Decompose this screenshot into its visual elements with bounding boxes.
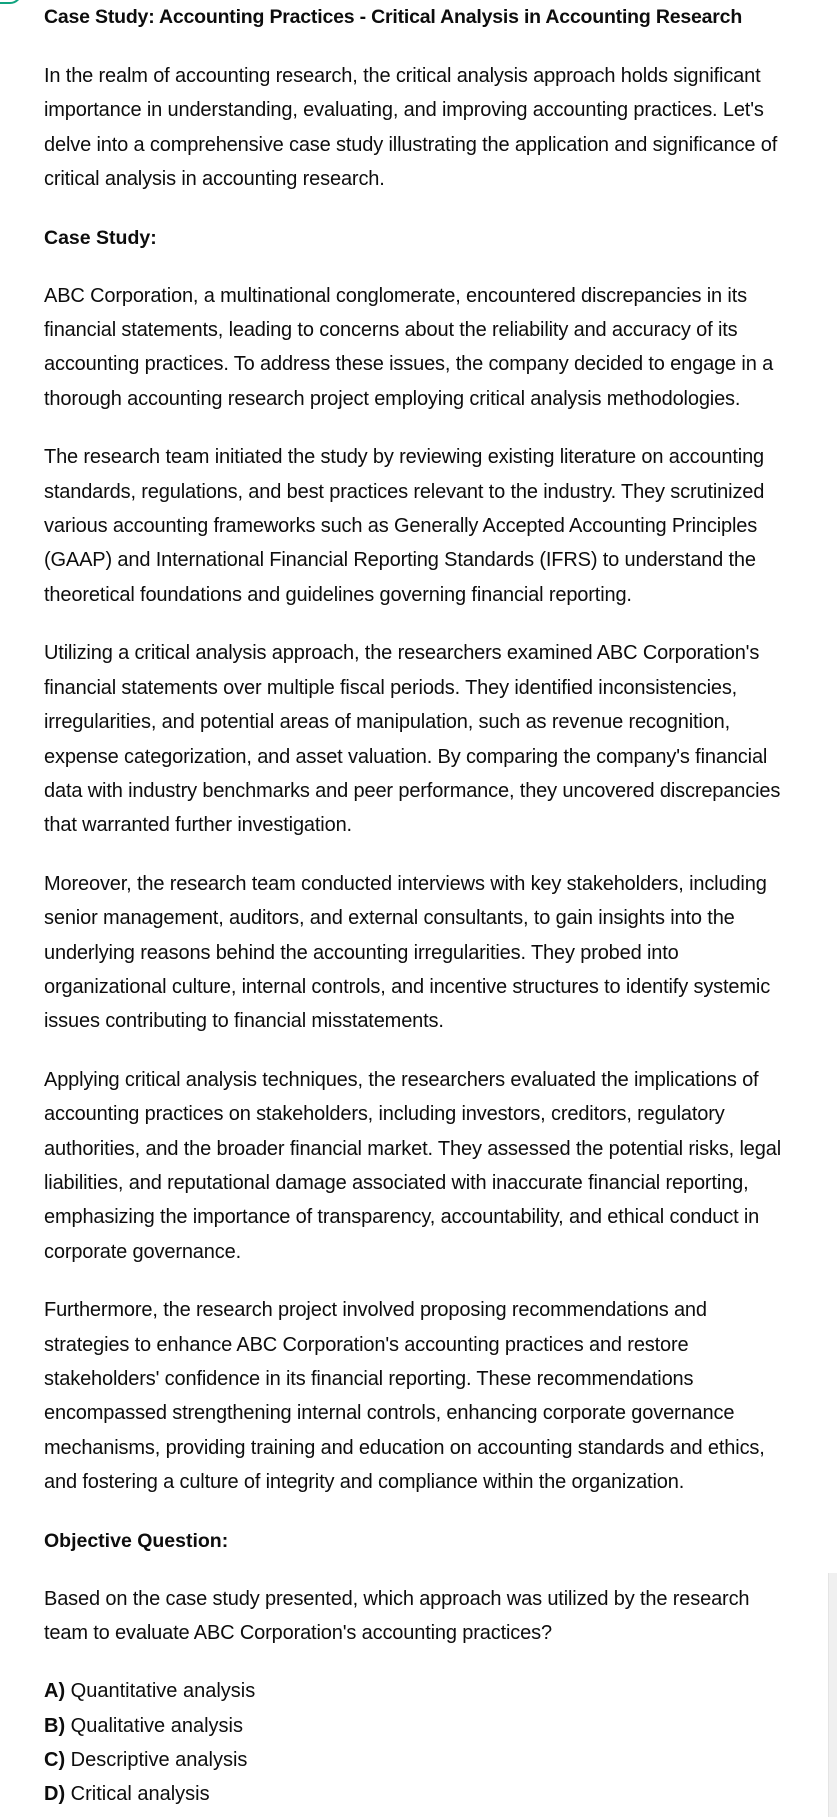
intro-paragraph: In the realm of accounting research, the critical analysis approach holds significant importance in understanding, evaluating, and improving accounting practices. Let's delve into a comprehensive case study illustrating the application and significance of critical analysis in accounting research.: [44, 65, 778, 191]
answer-options: [44, 1674, 784, 1811]
case-paragraph: The research team initiated the study by reviewing existing literature on accounting standards, regulations, and best practices relevant to the industry. They scrutinized various accounting frameworks such as Generally Accepted Accounting Principles (GAAP) and International Financial Reporting Standards (IFRS) to understand the theoretical foundations and guidelines governing financial reporting.: [44, 446, 765, 606]
objective-question-heading: Objective Question:: [44, 1529, 229, 1552]
option-text: Qualitative analysis: [70, 1714, 243, 1737]
message-content: [44, 0, 784, 1812]
case-paragraph: Furthermore, the research project involved proposing recommendations and strategies to enhance ABC Corporation's accounting practices and restore stakeholders' confidence in its financial reporting. These recommendations encompassed strengthening internal controls, enhancing corporate governance mechanisms, providing training and education on accounting standards and ethics, and fostering a culture of integrity and compliance within the organization.: [44, 1299, 765, 1494]
scrollbar[interactable]: [828, 1573, 837, 1817]
answer-option: [44, 1743, 784, 1777]
option-letter: B): [44, 1714, 66, 1737]
case-paragraph: Utilizing a critical analysis approach, the researchers examined ABC Corporation's financial statements over multiple fiscal periods. They identified inconsistencies, irregularities, and potential areas of manipulation, such as revenue recognition, expense categorization, and asset valuation. By comparing the company's financial data with industry benchmarks and peer performance, they uncovered discrepancies that warranted further investigation.: [44, 642, 781, 837]
option-text: Descriptive analysis: [70, 1749, 248, 1772]
option-text: Quantitative analysis: [70, 1680, 256, 1703]
question-text: Based on the case study presented, which approach was utilized by the research team to evaluate ABC Corporation's accounting practices?: [44, 1587, 750, 1645]
case-study-heading: Case Study:: [44, 226, 157, 249]
option-text: Critical analysis: [70, 1783, 210, 1806]
case-paragraph: Applying critical analysis techniques, the researchers evaluated the implications of accounting practices on stakeholders, including investors, creditors, regulatory authorities, and the broader financial market. They assessed the potential risks, legal liabilities, and reputational damage associated with inaccurate financial reporting, emphasizing the importance of transparency, accountability, and ethical conduct in corporate governance.: [44, 1068, 781, 1263]
option-letter: D): [44, 1783, 66, 1806]
option-letter: A): [44, 1680, 66, 1703]
answer-option: [44, 1777, 784, 1811]
option-letter: C): [44, 1749, 66, 1772]
answer-option: [44, 1674, 784, 1708]
case-paragraph: ABC Corporation, a multinational conglomerate, encountered discrepancies in its financial statements, leading to concerns about the reliability and accuracy of its accounting practices. To address these issues, the company decided to engage in a thorough accounting research project employing critical analysis methodologies.: [44, 284, 774, 410]
page-title: Case Study: Accounting Practices - Critical Analysis in Accounting Research: [44, 6, 743, 28]
answer-option: [44, 1709, 784, 1743]
assistant-avatar-icon: [0, 0, 22, 4]
case-paragraph: Moreover, the research team conducted interviews with key stakeholders, including senior management, auditors, and external consultants, to gain insights into the underlying reasons behind the accounting irregularities. They probed into organizational culture, internal controls, and incentive structures to identify systemic issues contributing to financial misstatements.: [44, 872, 771, 1033]
